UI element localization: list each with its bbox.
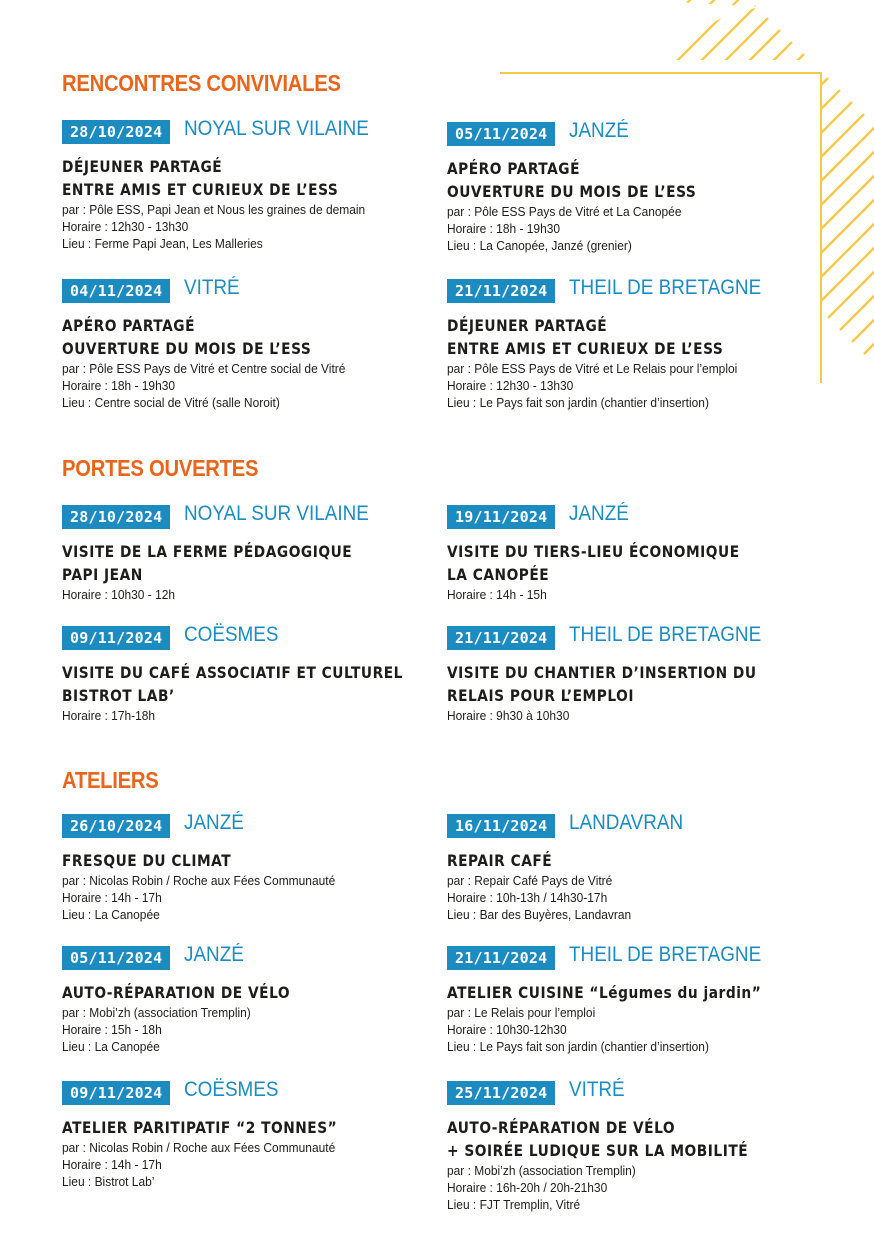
event-organizer: par : Repair Café Pays de Vitré — [447, 873, 613, 888]
event-place: Lieu : Le Pays fait son jardin (chantier d’insertion) — [447, 1039, 709, 1054]
event-time: Horaire : 16h-20h / 20h-21h30 — [447, 1180, 608, 1195]
event-title: REPAIR CAFÉ — [447, 851, 553, 870]
date-badge: 05/11/2024 — [447, 122, 555, 146]
date-badge: 21/11/2024 — [447, 279, 555, 303]
event-organizer: par : Pôle ESS Pays de Vitré et La Canopée — [447, 204, 682, 219]
event-title: APÉRO PARTAGÉ OUVERTURE DU MOIS DE L’ESS — [447, 159, 697, 201]
event-organizer: par : Nicolas Robin / Roche aux Fées Communauté — [62, 873, 336, 888]
date-badge: 21/11/2024 — [447, 626, 555, 650]
event-title: FRESQUE DU CLIMAT — [62, 851, 232, 870]
event-place: Lieu : Centre social de Vitré (salle Noroit) — [62, 395, 280, 410]
event-city: THEIL DE BRETAGNE — [569, 623, 762, 646]
event-place: Lieu : La Canopée — [62, 1039, 160, 1054]
event-card — [62, 944, 462, 1055]
event-card — [447, 812, 847, 923]
event-city: COËSMES — [184, 623, 279, 646]
event-title: DÉJEUNER PARTAGÉ ENTRE AMIS ET CURIEUX DE L’ESS — [62, 157, 339, 199]
date-badge: 16/11/2024 — [447, 814, 555, 838]
event-card — [447, 503, 847, 603]
event-city: NOYAL SUR VILAINE — [184, 117, 370, 140]
event-city: VITRÉ — [569, 1078, 625, 1101]
event-time: Horaire : 12h30 - 13h30 — [62, 219, 189, 234]
event-card — [447, 944, 847, 1055]
event-city: JANZÉ — [184, 943, 245, 966]
event-title: AUTO-RÉPARATION DE VÉLO + SOIRÉE LUDIQUE SUR LA MOBILITÉ — [447, 1118, 749, 1160]
event-organizer: par : Nicolas Robin / Roche aux Fées Communauté — [62, 1140, 336, 1155]
event-card — [62, 624, 462, 724]
event-time: Horaire : 9h30 à 10h30 — [447, 708, 570, 723]
event-place: Lieu : La Canopée, Janzé (grenier) — [447, 238, 632, 253]
event-title: DÉJEUNER PARTAGÉ ENTRE AMIS ET CURIEUX DE L’ESS — [447, 316, 724, 358]
date-badge: 09/11/2024 — [62, 1081, 170, 1105]
event-city: COËSMES — [184, 1078, 279, 1101]
event-title: VISITE DE LA FERME PÉDAGOGIQUE PAPI JEAN — [62, 542, 353, 584]
event-time: Horaire : 18h - 19h30 — [447, 221, 561, 236]
event-city: JANZÉ — [569, 502, 630, 525]
date-badge: 28/10/2024 — [62, 120, 170, 144]
event-organizer: par : Pôle ESS, Papi Jean et Nous les graines de demain — [62, 202, 366, 217]
event-place: Lieu : Bistrot Lab’ — [62, 1174, 155, 1189]
event-time: Horaire : 15h - 18h — [62, 1022, 162, 1037]
event-card — [62, 503, 462, 603]
event-card — [62, 1079, 462, 1190]
event-place: Lieu : FJT Tremplin, Vitré — [447, 1197, 581, 1212]
event-city: LANDAVRAN — [569, 811, 684, 834]
event-title: VISITE DU TIERS-LIEU ÉCONOMIQUE LA CANOPÉE — [447, 542, 740, 584]
event-place: Lieu : La Canopée — [62, 907, 160, 922]
event-organizer: par : Pôle ESS Pays de Vitré et Centre social de Vitré — [62, 361, 346, 376]
event-card — [62, 118, 462, 252]
event-title: ATELIER CUISINE “Légumes du jardin” — [447, 983, 762, 1002]
section-title-rencontres: RENCONTRES CONVIVIALES — [62, 70, 341, 96]
date-badge: 25/11/2024 — [447, 1081, 555, 1105]
event-time: Horaire : 10h-13h / 14h30-17h — [447, 890, 608, 905]
event-organizer: par : Le Relais pour l’emploi — [447, 1005, 596, 1020]
event-organizer: par : Mobi’zh (association Tremplin) — [62, 1005, 251, 1020]
date-badge: 26/10/2024 — [62, 814, 170, 838]
event-time: Horaire : 18h - 19h30 — [62, 378, 176, 393]
event-time: Horaire : 12h30 - 13h30 — [447, 378, 574, 393]
event-time: Horaire : 14h - 17h — [62, 1157, 162, 1172]
event-card — [447, 120, 847, 254]
event-organizer: par : Pôle ESS Pays de Vitré et Le Relais pour l’emploi — [447, 361, 738, 376]
event-organizer: par : Mobi’zh (association Tremplin) — [447, 1163, 636, 1178]
event-place: Lieu : Ferme Papi Jean, Les Malleries — [62, 236, 263, 251]
event-card — [62, 277, 462, 411]
event-card — [447, 624, 847, 724]
event-time: Horaire : 10h30 - 12h — [62, 587, 176, 602]
date-badge: 21/11/2024 — [447, 946, 555, 970]
date-badge: 04/11/2024 — [62, 279, 170, 303]
event-city: THEIL DE BRETAGNE — [569, 943, 762, 966]
event-title: VISITE DU CHANTIER D’INSERTION DU RELAIS POUR L’EMPLOI — [447, 663, 757, 705]
event-city: JANZÉ — [184, 811, 245, 834]
event-time: Horaire : 14h - 15h — [447, 587, 547, 602]
event-city: JANZÉ — [569, 119, 630, 142]
section-title-ateliers: ATELIERS — [62, 767, 159, 793]
event-card — [447, 277, 847, 411]
event-city: NOYAL SUR VILAINE — [184, 502, 370, 525]
event-title: AUTO-RÉPARATION DE VÉLO — [62, 983, 291, 1002]
event-card — [62, 812, 462, 923]
event-time: Horaire : 14h - 17h — [62, 890, 162, 905]
event-title: VISITE DU CAFÉ ASSOCIATIF ET CULTUREL BISTROT LAB’ — [62, 663, 403, 705]
event-time: Horaire : 10h30-12h30 — [447, 1022, 567, 1037]
event-card — [447, 1079, 847, 1213]
date-badge: 05/11/2024 — [62, 946, 170, 970]
date-badge: 28/10/2024 — [62, 505, 170, 529]
event-place: Lieu : Bar des Buyères, Landavran — [447, 907, 632, 922]
event-city: THEIL DE BRETAGNE — [569, 276, 762, 299]
date-badge: 09/11/2024 — [62, 626, 170, 650]
event-time: Horaire : 17h-18h — [62, 708, 156, 723]
event-title: APÉRO PARTAGÉ OUVERTURE DU MOIS DE L’ESS — [62, 316, 312, 358]
event-place: Lieu : Le Pays fait son jardin (chantier d’insertion) — [447, 395, 709, 410]
section-title-portes-ouvertes: PORTES OUVERTES — [62, 455, 259, 481]
event-city: VITRÉ — [184, 276, 240, 299]
date-badge: 19/11/2024 — [447, 505, 555, 529]
event-title: ATELIER PARITIPATIF “2 TONNES” — [62, 1118, 338, 1137]
